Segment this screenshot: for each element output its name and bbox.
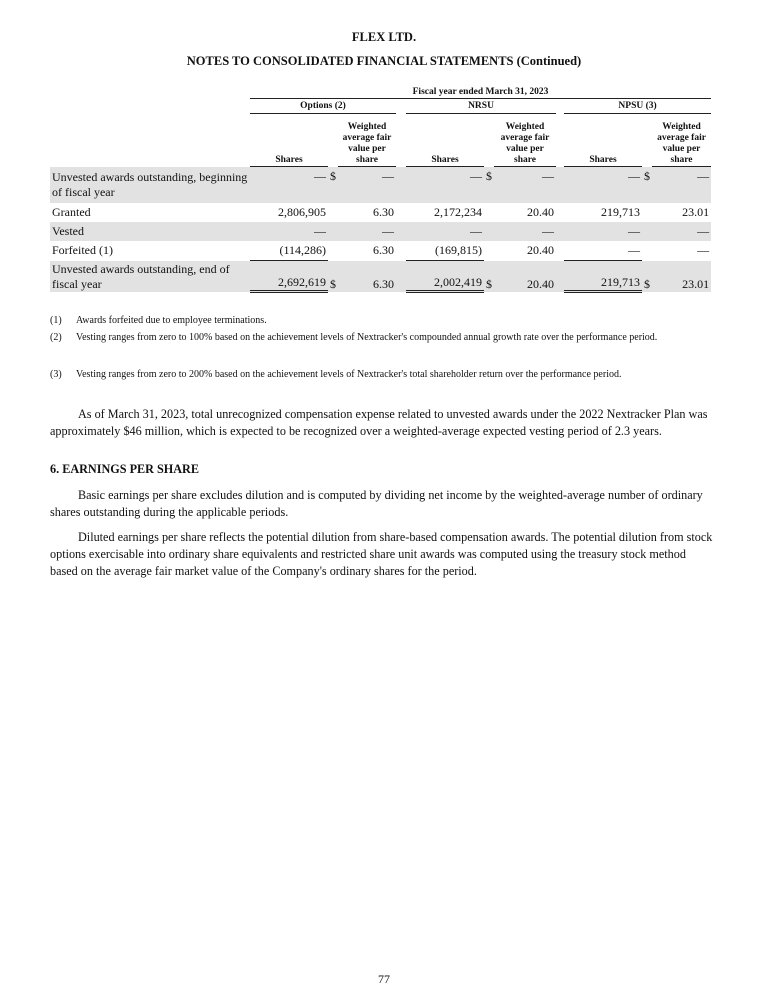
currency-symbol: $ <box>328 261 338 292</box>
page-subtitle: NOTES TO CONSOLIDATED FINANCIAL STATEMENTS (Continued) <box>186 54 582 68</box>
currency-symbol <box>642 222 652 241</box>
currency-symbol: $ <box>642 167 652 204</box>
col-wafv-line: Weighted <box>505 122 545 132</box>
wafv-value: 6.30 <box>338 261 396 292</box>
shares-value: 2,172,234 <box>434 205 482 219</box>
shares-value: 219,713 <box>601 205 640 219</box>
footnote-number: (3) <box>50 369 62 380</box>
table-row <box>50 261 711 292</box>
table-row <box>50 241 711 261</box>
shares-value: — <box>564 241 642 261</box>
col-wafv-line: share <box>356 155 378 165</box>
row-label: Unvested awards outstanding, beginning of fiscal year <box>50 167 250 204</box>
col-shares: Shares <box>250 114 328 167</box>
table-row <box>50 167 711 204</box>
wafv-value: 20.40 <box>494 261 556 292</box>
shares-value: (114,286) <box>250 241 328 261</box>
spacer <box>396 222 406 241</box>
currency-symbol <box>484 241 494 261</box>
footnote-number: (1) <box>50 315 62 326</box>
spacer <box>556 167 564 204</box>
col-wafv-line: share <box>514 155 536 165</box>
currency-symbol <box>484 203 494 222</box>
shares-value: 2,692,619 <box>250 261 328 292</box>
footnote-text: Awards forfeited due to employee terminations. <box>76 315 267 326</box>
col-wafv-line: average fair <box>500 133 550 143</box>
shares-value: 219,713 <box>564 261 642 292</box>
currency-symbol <box>328 241 338 261</box>
table-row <box>50 203 711 222</box>
col-shares: Shares <box>564 114 642 167</box>
period-header: Fiscal year ended March 31, 2023 <box>250 86 711 99</box>
shares-value: — <box>406 167 484 204</box>
spacer <box>556 203 564 222</box>
currency-symbol: $ <box>484 261 494 292</box>
wafv-value: 23.01 <box>682 205 710 219</box>
group-options: Options (2) <box>250 99 396 114</box>
footnote <box>50 331 706 345</box>
page-number: 77 <box>378 972 390 986</box>
currency-symbol: $ <box>484 167 494 204</box>
col-wafv <box>338 114 396 167</box>
shares-value: — <box>250 167 328 204</box>
col-wafv-line: Weighted <box>347 122 387 132</box>
col-wafv-line: share <box>670 155 693 165</box>
col-wafv <box>652 114 711 167</box>
company-name: FLEX LTD. <box>351 30 417 44</box>
col-wafv-line: average fair <box>657 133 706 143</box>
wafv-value: 20.40 <box>527 243 554 258</box>
wafv-value: 6.30 <box>373 205 394 219</box>
footnote-text: Vesting ranges from zero to 200% based on the achievement levels of Nextracker's total shareholder return over the performance period. <box>76 369 622 380</box>
col-wafv-line: value per <box>662 144 701 154</box>
footnote-text: Vesting ranges from zero to 100% based on the achievement levels of Nextracker's compounded annual growth rate over the performance period. <box>76 332 658 343</box>
currency-symbol <box>328 222 338 241</box>
shares-value: — <box>564 222 642 241</box>
currency-symbol: $ <box>642 261 652 292</box>
shares-value: 2,002,419 <box>406 261 484 292</box>
shares-value: — <box>564 167 642 204</box>
spacer <box>396 203 406 222</box>
spacer <box>396 261 406 292</box>
col-wafv-line: Weighted <box>662 122 701 132</box>
col-wafv-line: value per <box>506 144 544 154</box>
currency-symbol <box>642 241 652 261</box>
group-npsu: NPSU (3) <box>564 99 711 114</box>
basic-eps-paragraph: Basic earnings per share excludes dilution and is computed by dividing net income by the weighted-average number of ordinary shares outstanding during the applicable periods. <box>50 488 703 519</box>
unrecognized-comp-paragraph: As of March 31, 2023, total unrecognized compensation expense related to unvested awards under the 2022 Nextracker Plan was approximately $46 million, which is expected to be recognized over a weighted-average expected vesting period of 2.3 years. <box>50 407 708 438</box>
row-label: Forfeited (1) <box>52 243 113 258</box>
wafv-value: — <box>338 167 396 204</box>
currency-symbol <box>328 203 338 222</box>
wafv-value: — <box>494 222 556 241</box>
wafv-value: — <box>494 167 556 204</box>
shares-value: 2,806,905 <box>278 205 326 219</box>
footnote-number: (2) <box>50 332 62 343</box>
wafv-value: — <box>652 222 711 241</box>
shares-value: — <box>406 222 484 241</box>
spacer <box>556 241 564 261</box>
col-wafv-line: average fair <box>342 133 392 143</box>
col-wafv-line: value per <box>348 144 386 154</box>
shares-value: — <box>250 222 328 241</box>
footnote <box>50 368 706 382</box>
spacer <box>556 222 564 241</box>
table-row <box>50 222 711 241</box>
row-label: Vested <box>50 222 250 241</box>
unvested-awards-table <box>50 86 711 293</box>
wafv-value: 23.01 <box>652 261 711 292</box>
group-nrsu: NRSU <box>406 99 556 114</box>
row-label: Granted <box>52 205 91 219</box>
row-label: Unvested awards outstanding, end of fiscal year <box>50 261 250 292</box>
diluted-eps-paragraph: Diluted earnings per share reflects the potential dilution from share-based compensation awards. The potential dilution from stock options exercisable into ordinary share equivalents and restricted share unit awards was computed using the treasury stock method based on the average fair market value of the Company's ordinary shares for the period. <box>50 530 713 578</box>
col-wafv <box>494 114 556 167</box>
wafv-value: — <box>652 167 711 204</box>
col-shares: Shares <box>406 114 484 167</box>
section-heading: 6. EARNINGS PER SHARE <box>50 462 199 476</box>
wafv-value: — <box>697 243 710 258</box>
currency-symbol <box>484 222 494 241</box>
footnote <box>50 314 706 328</box>
spacer <box>556 261 564 292</box>
currency-symbol <box>642 203 652 222</box>
shares-value: (169,815) <box>406 241 484 261</box>
wafv-value: 20.40 <box>527 205 554 219</box>
wafv-value: 6.30 <box>373 243 394 258</box>
spacer <box>396 241 406 261</box>
currency-symbol: $ <box>328 167 338 204</box>
wafv-value: — <box>338 222 396 241</box>
spacer <box>396 167 406 204</box>
